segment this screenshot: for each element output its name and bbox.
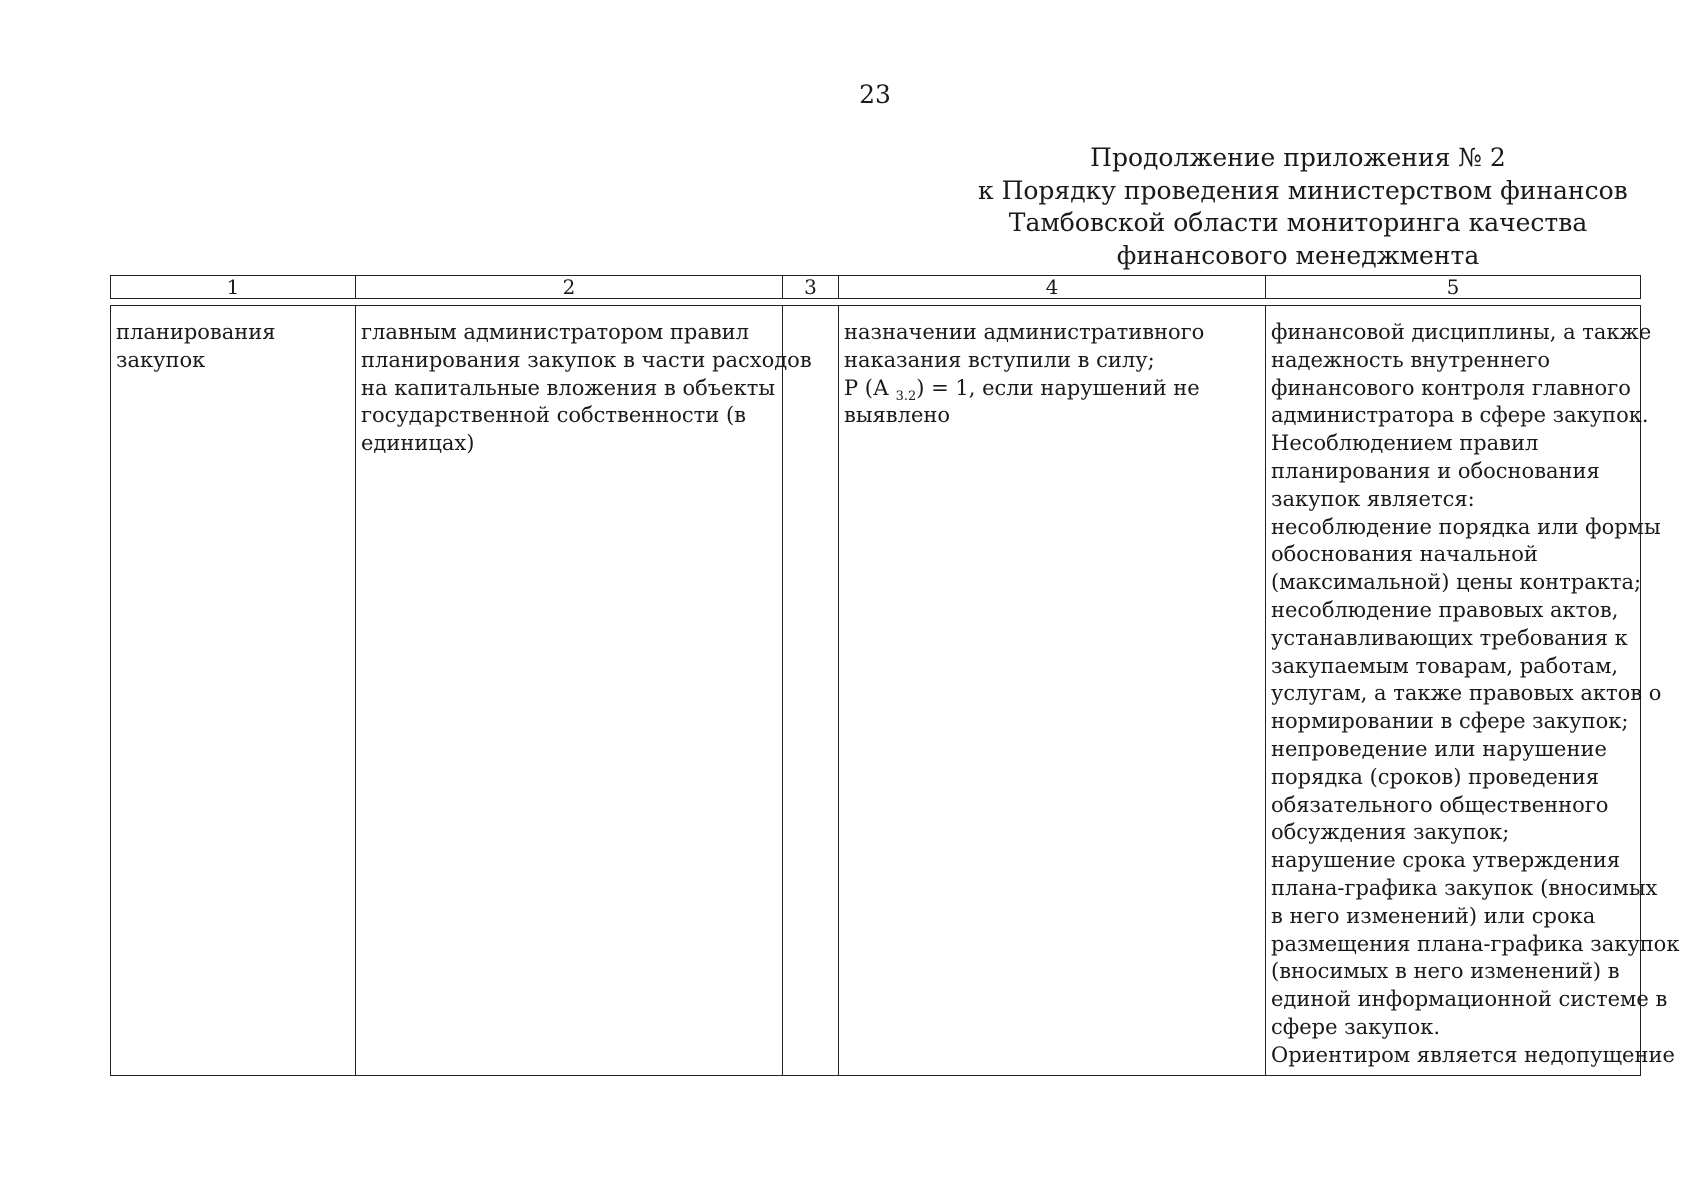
- cell-col-5: [1266, 306, 1680, 1076]
- column-number-2: 2: [356, 276, 783, 299]
- cell-text-line: государственной собственности (в: [361, 403, 746, 428]
- criteria-table: [110, 275, 1680, 1076]
- cell-text-line: планирования закупок в части расходов: [361, 347, 812, 372]
- cell-text-line: несоблюдение правовых актов,: [1271, 597, 1619, 622]
- cell-text-line: нарушение срока утверждения: [1271, 848, 1621, 873]
- cell-text-line: непроведение или нарушение: [1271, 736, 1607, 761]
- cell-text-line: планирования: [116, 320, 276, 344]
- cell-text-line: выявлено: [844, 403, 951, 428]
- formula-suffix: ) = 1, если нарушений не: [916, 375, 1200, 400]
- page-number: 23: [859, 80, 891, 109]
- formula-prefix: Р (А: [844, 375, 896, 400]
- table-row: [111, 306, 1641, 1076]
- appendix-header-line: Продолжение приложения № 2: [1090, 143, 1506, 172]
- cell-text-line: (максимальной) цены контракта;: [1271, 570, 1642, 595]
- cell-text-line: закупок: [116, 347, 206, 372]
- cell-text-line: устанавливающих требования к: [1271, 625, 1628, 650]
- formula-subscript: 3.2: [895, 388, 917, 404]
- appendix-header-line: Тамбовской области мониторинга качества: [1008, 208, 1588, 237]
- cell-text-line: назначении административного: [844, 320, 1205, 344]
- cell-text-line: закупок является:: [1271, 486, 1475, 511]
- cell-text-line: единой информационной системе в: [1271, 987, 1668, 1012]
- formula-line: [844, 375, 1260, 403]
- cell-text-line: финансового контроля главного: [1271, 375, 1631, 400]
- cell-text-line: наказания вступили в силу;: [844, 347, 1155, 372]
- cell-text-line: закупаемым товарам, работам,: [1271, 653, 1619, 678]
- spacer-row: [111, 299, 1641, 306]
- cell-text-line: порядка (сроков) проведения: [1271, 764, 1600, 789]
- column-number-3: 3: [783, 276, 839, 299]
- cell-text-line: плана-графика закупок (вносимых: [1271, 875, 1658, 900]
- appendix-header-line: финансового менеджмента: [1116, 240, 1480, 270]
- column-number-row: [111, 276, 1641, 299]
- cell-text-line: планирования и обоснования: [1271, 458, 1600, 483]
- cell-col-3: [783, 306, 839, 1076]
- cell-col-1: [111, 306, 356, 1076]
- cell-text-line: обязательного общественного: [1271, 792, 1609, 817]
- cell-col-2: [356, 306, 812, 1076]
- cell-text-line: несоблюдение порядка или формы: [1271, 514, 1661, 539]
- cell-text-line: Ориентиром является недопущение: [1271, 1042, 1675, 1067]
- cell-text-line: (вносимых в него изменений) в: [1271, 959, 1620, 984]
- cell-text-line: Несоблюдением правил: [1271, 431, 1539, 456]
- column-number-4: 4: [839, 276, 1266, 299]
- cell-text-line: размещения плана-графика закупок: [1271, 931, 1680, 956]
- cell-text-line: надежность внутреннего: [1271, 347, 1551, 372]
- appendix-header-line: к Порядку проведения министерством финансов: [978, 175, 1628, 205]
- column-number-5: 5: [1266, 276, 1641, 299]
- cell-text-line: обоснования начальной: [1271, 542, 1538, 567]
- cell-text-line: нормировании в сфере закупок;: [1271, 709, 1629, 734]
- cell-text-line: администратора в сфере закупок.: [1271, 403, 1649, 428]
- cell-text-line: главным администратором правил: [361, 320, 749, 344]
- cell-text-line: финансовой дисциплины, а также: [1271, 320, 1652, 344]
- cell-text-line: сфере закупок.: [1271, 1014, 1441, 1039]
- cell-text-line: единицах): [361, 431, 475, 456]
- cell-text-line: на капитальные вложения в объекты: [361, 375, 776, 400]
- column-number-1: 1: [111, 276, 356, 299]
- cell-text-line: обсуждения закупок;: [1271, 820, 1510, 845]
- cell-text-line: в него изменений) или срока: [1271, 903, 1596, 928]
- cell-col-4: [839, 306, 1266, 1076]
- cell-text-line: услугам, а также правовых актов о: [1271, 681, 1662, 706]
- appendix-header: [978, 142, 1628, 272]
